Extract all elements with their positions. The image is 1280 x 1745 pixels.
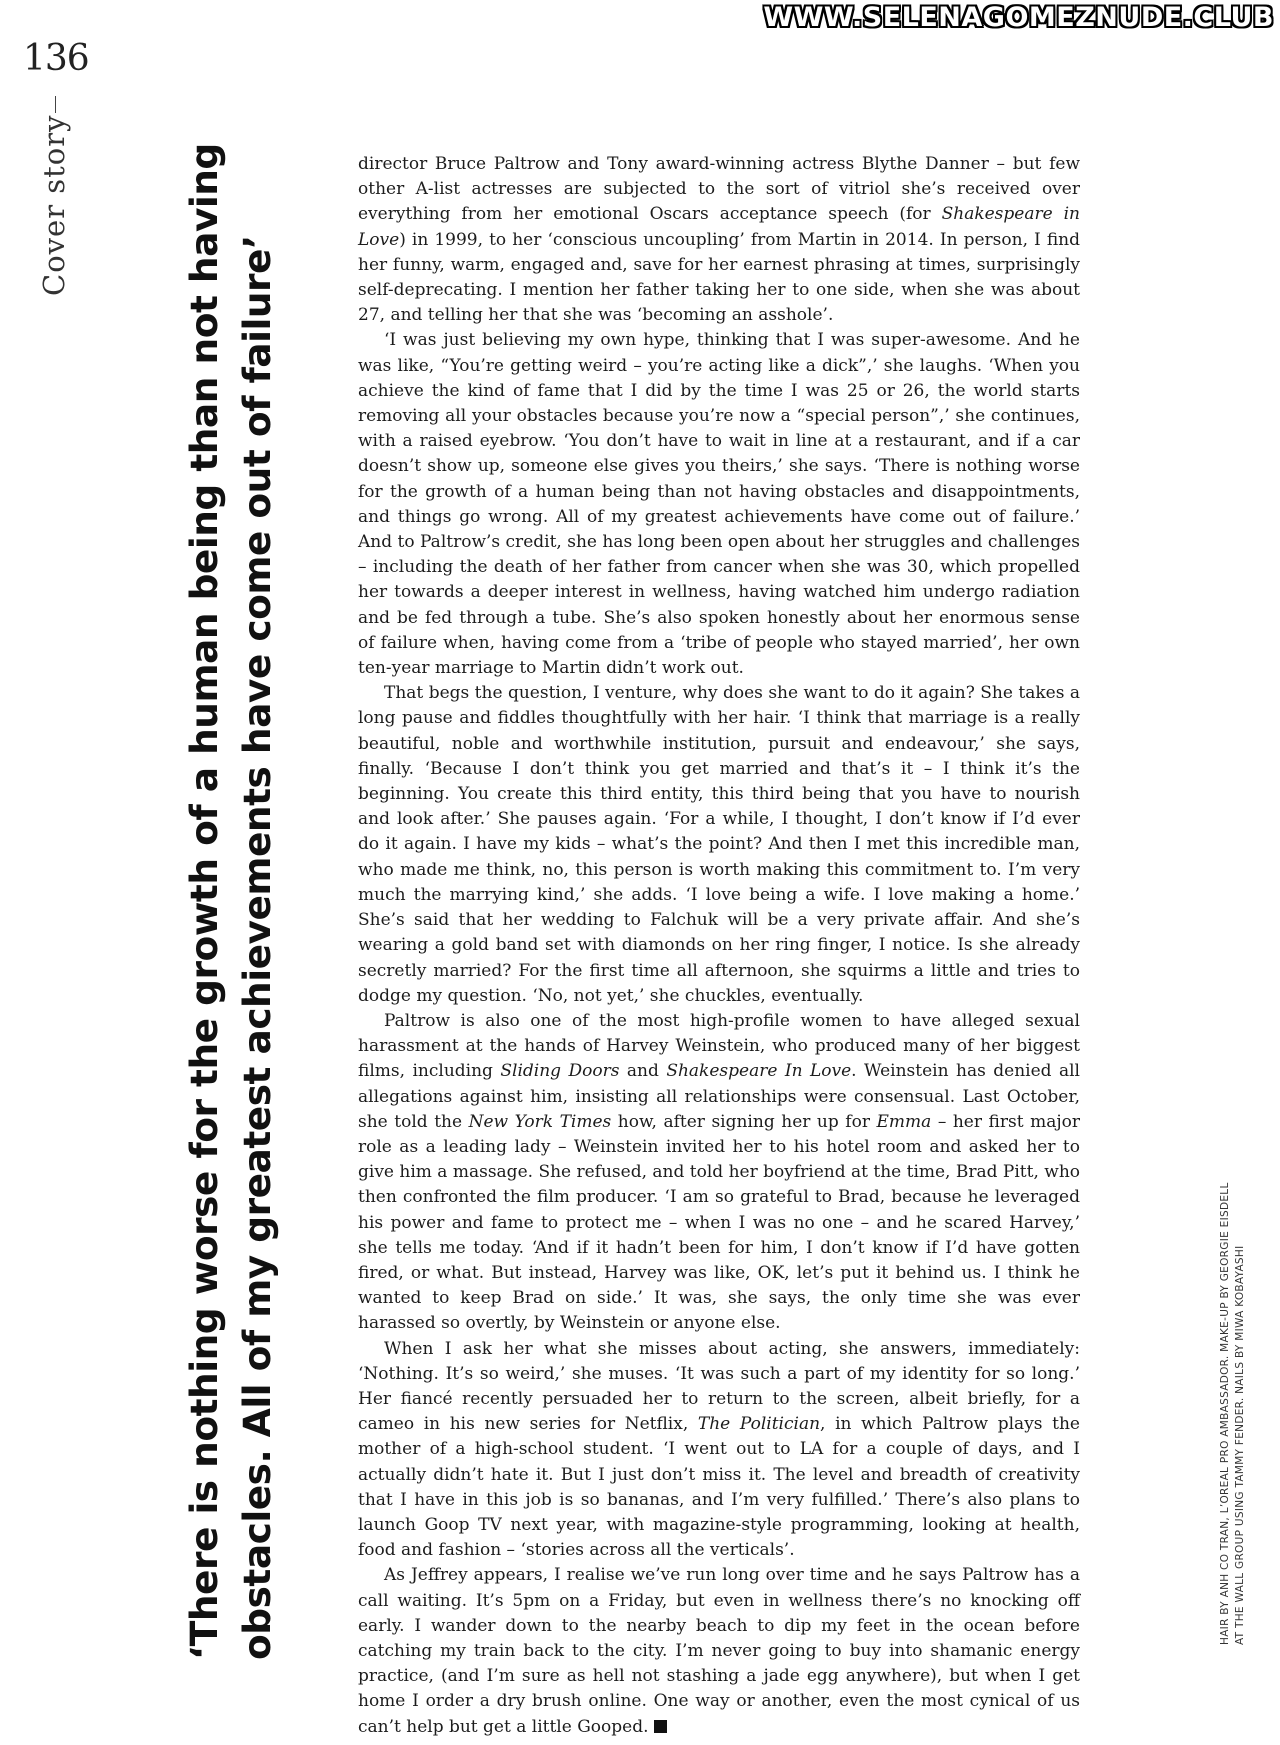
end-mark-icon [654, 1720, 667, 1733]
text-run: how, after signing her up for [611, 1111, 877, 1132]
text-run: and [619, 1061, 667, 1082]
article-paragraph: ‘I was just believing my own hype, thinking that I was super-awesome. And he was like, “You’re getting weird – you’re acting like a dick”,’ she laughs. ‘When you achieve the kind of fame that I did by the time I was 25 or 26, the world starts removing all your obstacles because you’re now a “special person”,’ she continues, with a raised eyebrow. ‘You don’t have to wait in line at a restaurant, and if a car doesn’t show up, someone else gives you theirs,’ she says. ‘There is nothing worse for the growth of a human being than not having obstacles and disappointments, and things go wrong. All of my greatest achievements have come out of failure.’ And to Paltrow’s credit, she has long been open about her struggles and challenges – including the death of her father from cancer when she was 30, which propelled her towards a deeper interest in wellness, having watched him undergo radiation and be fed through a tube. She’s also spoken honestly about her enormous sense of failure when, having come from a ‘tribe of people who stayed married’, her own ten-year marriage to Martin didn’t work out. [358, 330, 1080, 679]
article-paragraph: That begs the question, I venture, why does she want to do it again? She takes a long pause and fiddles thoughtfully with her hair. ‘I think that marriage is a really beautiful, noble and worthwhile institution, pursuit and endeavour,’ she says, finally. ‘Because I don’t think you get married and that’s it – I think it’s the beginning. You create this third entity, this third being that you have to nourish and look after.’ She pauses again. ‘For a while, I thought, I don’t know if I’d ever do it again. I have my kids – what’s the point? And then I met this incredible man, who made me think, no, this person is worth making this commitment to. I’m very much the marrying kind,’ she adds. ‘I love being a wife. I love making a home.’ She’s said that her wedding to Falchuk will be a very private affair. And she’s wearing a gold band set with diamonds on her ring finger, I notice. Is she already secretly married? For the first time all afternoon, she squirms a little and tries to dodge my question. ‘No, not yet,’ she chuckles, eventually. [358, 683, 1080, 1006]
text-run: As Jeffrey appears, I realise we’ve run long over time and he says Paltrow has a call waiting. It’s 5pm on a Friday, but even in wellness there’s no knocking off early. I wander down to the nearby beach to dip my feet in the ocean before catching my train back to the city. I’m never going to buy into shamanic energy practice, (and I’m sure as hell not stashing a jade egg anywhere), but when I get home I order a dry brush online. One way or another, even the most cynical of us can’t help but get a little Gooped. [358, 1565, 1080, 1737]
italic-title: Sliding Doors [500, 1061, 620, 1082]
watermark: WWW.SELENAGOMEZNUDE.CLUB [763, 2, 1274, 33]
italic-title: Shakespeare In Love [666, 1061, 852, 1082]
section-label: Cover story [37, 114, 71, 296]
article-paragraph [358, 152, 1080, 328]
divider [55, 96, 56, 113]
pull-quote: ‘There is nothing worse for the growth of a human being than not having obstacles. All of my greatest achievements have come out of failure’ [182, 143, 279, 1660]
text-run: Paltrow is also one of the most high-profile women to have alleged sexual harassment at the hands of Harvey Weinstein, who produced many of her biggest films, including [358, 1010, 1080, 1082]
text-run: . Weinstein has denied all allegations against him, insisting all relationships were consensual. Last October, she told the [358, 1061, 1080, 1132]
article-body [358, 152, 1080, 1740]
text-run: ) in 1999, to her ‘conscious uncoupling’ from Martin in 2014. In person, I find her funny, warm, engaged and, save for her earnest phrasing at times, surprisingly self-deprecating. I mention her father taking her to one side, when she was about 27, and telling her that she was ‘becoming an asshole’. [358, 229, 1080, 326]
text-run: , in which Paltrow plays the mother of a high-school student. ‘I went out to LA for a couple of days, and I actually didn’t hate it. But I just don’t miss it. The level and breadth of creativity that I have in this job is so bananas, and I’m very fulfilled.’ There’s also plans to launch Goop TV next year, with magazine-style programming, looking at health, food and fashion – ‘stories across all the verticals’. [358, 1414, 1080, 1561]
article-paragraph [358, 1563, 1080, 1739]
article-paragraph [358, 1337, 1080, 1564]
italic-title: New York Times [468, 1111, 612, 1132]
text-run: When I ask her what she misses about acting, she answers, immediately: ‘Nothing. It’s so weird,’ she muses. ‘It was such a part of my identity for so long.’ Her fiancé recently persuaded her to return to the screen, albeit briefly, for a cameo in his new series for Netflix, [358, 1338, 1080, 1435]
article-paragraph [358, 1009, 1080, 1337]
italic-title: Shakespeare in Love [358, 204, 1080, 250]
text-run: director Bruce Paltrow and Tony award-winning actress Blythe Danner – but few other A-list actresses are subjected to the sort of vitriol she’s received over everything from her emotional Oscars acceptance speech (for [358, 154, 1080, 225]
italic-title: The Politician [697, 1414, 821, 1435]
text-run: – her first major role as a leading lady – Weinstein invited her to his hotel room and asked her to give him a massage. She refused, and told her boyfriend at the time, Brad Pitt, who then confronted the film producer. ‘I am so grateful to Brad, because he leveraged his power and fame to protect me – when I was no one – and he scared Harvey,’ she tells me today. ‘And if it hadn’t been for him, I don’t know if I’d have gotten fired, or what. But instead, Harvey was like, OK, let’s put it behind us. I think he wanted to keep Brad on side.’ It was, she says, the only time she was ever harassed so overtly, by Weinstein or anyone else. [358, 1111, 1080, 1334]
credit-line: HAIR BY ANH CO TRAN, L’OREAL PRO AMBASSADOR. MAKE-UP BY GEORGIE EISDELL [1219, 1182, 1231, 1645]
italic-title: Emma [876, 1111, 932, 1132]
page-number: 136 [23, 38, 89, 79]
credit-line: AT THE WALL GROUP USING TAMMY FENDER. NAILS BY MIWA KOBAYASHI [1234, 1245, 1246, 1645]
photo-credits [1218, 1125, 1252, 1645]
